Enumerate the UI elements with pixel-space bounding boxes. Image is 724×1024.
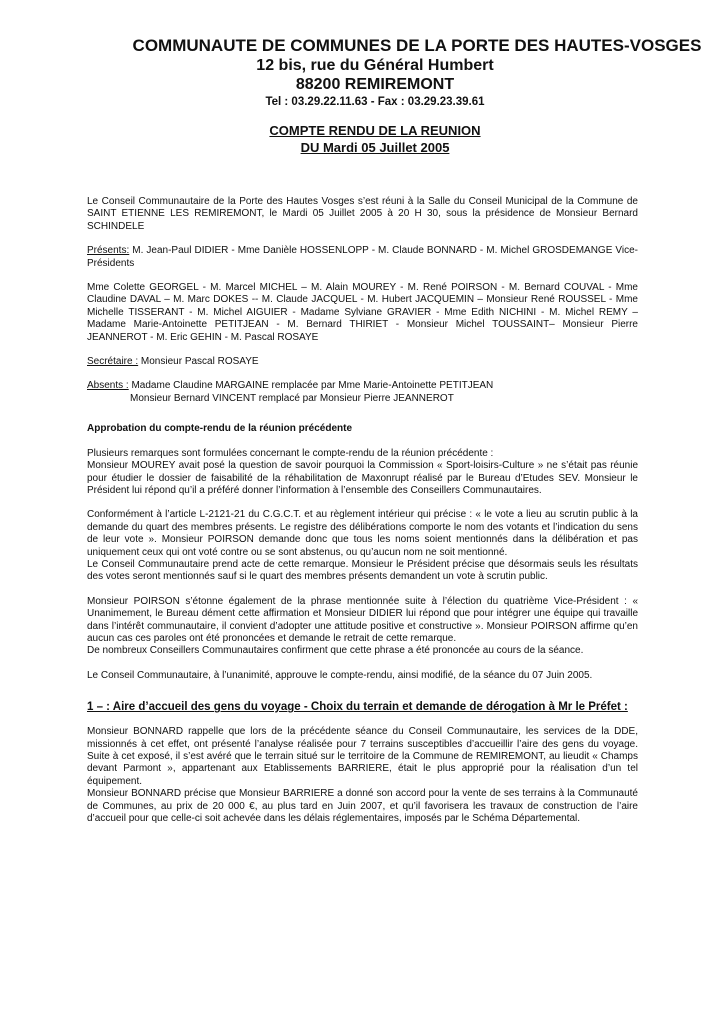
members-paragraph: Mme Colette GEORGEL - M. Marcel MICHEL – M. Alain MOUREY - M. René POIRSON - M. Bernard COUVAL - Mme Claudine DAVAL – M. Marc DOKES -- M. Claude JACQUEL - M. Hubert JACQUEMIN – Monsieur René ROUSSEL - Mme Michelle TISSERANT - M. Michel AIGUIER - Madame Sylviane GRAVIER - Mme Edith NICHINI - M. Michel REMY – Madame Marie-Antoinette PETITJEAN - M. Bernard THIRIET - Monsieur Michel TOUSSAINT– Monsieur Pierre JEANNEROT - M. Eric GEHIN - M. Pascal ROSAYE [87,282,638,343]
presents-text: M. Jean-Paul DIDIER - Mme Danièle HOSSENLOPP - M. Claude BONNARD - M. Michel GROSDEMANGE Vice-Présidents [87,245,638,269]
approbation-p3: Conformément à l’article L-2121-21 du C.G.C.T. et au règlement intérieur qui précise : « le vote a lieu au scrutin public à la demande du quart des membres présents. Le registre des délibérations comporte le nom des votants et l’indication du sens de leur vote ». Monsieur POIRSON demande donc que tous les noms soient mentionnés dans la délibération et pas uniquement ceux qui ont voté contre ou se sont abstenus, ou qu’aucun nom ne soit mentionné. [87,509,638,558]
section-1-title: Aire d’accueil des gens du voyage - Choix du terrain et demande de dérogation à Mr le Préfet : [110,701,628,714]
absents-label: Absents : [87,380,129,392]
intro-paragraph: Le Conseil Communautaire de la Porte des Hautes Vosges s’est réuni à la Salle du Conseil Municipal de la Commune de SAINT ETIENNE LES REMIREMONT, le Mardi 05 Juillet 2005 à 20 H 30, sous la présidence de Monsieur Bernard SCHINDELE [87,196,638,232]
section-1-heading [87,700,638,714]
presents-label: Présents: [87,245,130,257]
title-line-2: DU Mardi 05 Juillet 2005 [300,140,450,155]
approbation-p7: Le Conseil Communautaire, à l’unanimité, approuve le compte-rendu, ainsi modifié, de la séance du 07 Juin 2005. [87,669,593,681]
section-1-p2: Monsieur BONNARD précise que Monsieur BARRIERE a donné son accord pour la vente de ses terrains à la Communauté de Communes, au prix de 20 000 €, au plus tard en Juin 2007, et qu’il favorisera les travaux de construction de l’aire d’accueil pour que celle-ci soit achevée dans les délais réglementaires, imposés par le Schéma Départemental. [87,788,638,825]
contact-phone-fax: Tel : 03.29.22.11.63 - Fax : 03.29.23.39.61 [265,96,485,108]
title-line-1: COMPTE RENDU DE LA REUNION [269,123,481,138]
approbation-p4: Le Conseil Communautaire prend acte de cette remarque. Monsieur le Président précise que désormais seuls les résultats des votes seront mentionnés sauf si le quart des membres présents demandent un vote à scrutin public. [87,558,638,583]
secretaire-label: Secrétaire : [87,356,139,368]
secretaire-paragraph [87,356,638,368]
absents-line-1: Madame Claudine MARGAINE remplacée par Mme Marie-Antoinette PETITJEAN [128,380,494,392]
approbation-p1: Plusieurs remarques sont formulées concernant le compte-rendu de la réunion précédente : [87,447,494,459]
document-title [0,122,724,156]
letterhead [0,36,724,110]
section-1-number: 1 – : [87,701,111,714]
section-1-p1: Monsieur BONNARD rappelle que lors de la précédente séance du Conseil Communautaire, les services de la DDE, missionnés à cet effet, ont présenté l’analyse réalisée pour 7 terrains susceptibles d’accueillir l’aire des gens du voyage. Suite à cet exposé, il s’est avéré que le terrain situé sur le territoire de la Commune de REMIREMONT, au lieudit « Champs devant Parmont », appartenant aux Etablissements BARRIERE, était le plus approprié pour la réalisation d’un tel équipement. [87,726,638,787]
presents-paragraph [87,245,638,270]
document-body [87,196,638,825]
absents-line-2: Monsieur Bernard VINCENT remplacé par Monsieur Pierre JEANNEROT [130,392,454,404]
approbation-p5: Monsieur POIRSON s’étonne également de la phrase mentionnée suite à l’élection du quatrième Vice-Président : « Unanimement, le Bureau dément cette affirmation et Monsieur DIDIER lui répond que pour intégrer une équipe qui travaille dans l’intérêt communautaire, il convient d’adopter une attitude positive et constructive ». Monsieur POIRSON affirme qu’en aucun cas ces paroles ont été prononcées et demande le retrait de cette remarque. [87,595,638,644]
approbation-p6: De nombreux Conseillers Communautaires confirment que cette phrase a été prononcée au cours de la séance. [87,645,584,657]
secretaire-text: Monsieur Pascal ROSAYE [138,356,259,368]
address-street: 12 bis, rue du Général Humbert [256,57,494,74]
approbation-heading: Approbation du compte-rendu de la réunion précédente [87,423,353,435]
organization-name: COMMUNAUTE DE COMMUNES DE LA PORTE DES HAUTES-VOSGES [132,36,702,55]
address-city: 88200 REMIREMONT [295,76,455,93]
absents-paragraph [87,380,638,392]
approbation-p2: Monsieur MOUREY avait posé la question de savoir pourquoi la Commission « Sport-loisirs-Culture » ne s’était pas réunie pour étudier le dossier de faisabilité de la réhabilitation de Maxonrupt réalisé par le Bureau d’Etudes SEV. Monsieur le Président lui répond qu’il a préféré donner l’information à l’ensemble des Conseillers Communautaires. [87,460,638,496]
